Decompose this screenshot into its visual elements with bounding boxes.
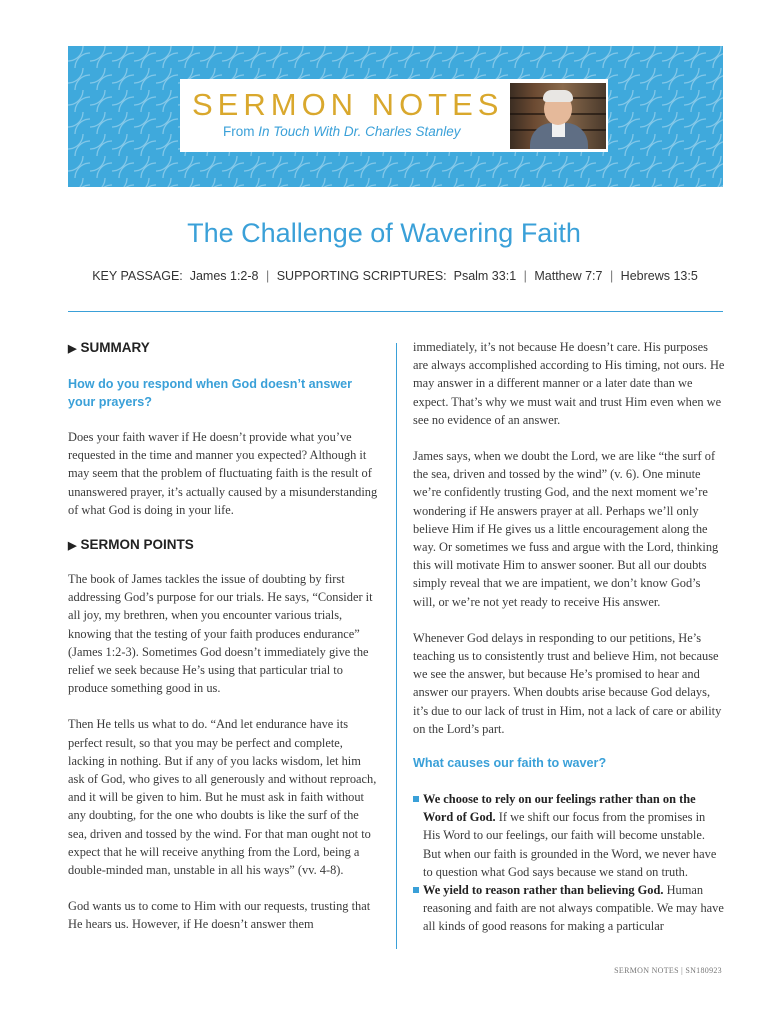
key-passage-ref: James 1:2-8 bbox=[189, 269, 259, 283]
supporting-ref: Matthew 7:7 bbox=[534, 269, 603, 283]
key-passage-line: KEY PASSAGE: James 1:2-8 | SUPPORTING SCRIPTURES: Psalm 33:1 | Matthew 7:7 | Hebrews 13:5 bbox=[92, 269, 698, 283]
left-column bbox=[68, 338, 380, 934]
supporting-ref: Psalm 33:1 bbox=[453, 269, 517, 283]
square-bullet-icon bbox=[413, 796, 419, 802]
square-bullet-icon bbox=[413, 887, 419, 893]
subtitle-italic: In Touch With Dr. Charles Stanley bbox=[258, 124, 461, 139]
sermon-paragraph: Whenever God delays in responding to our petitions, He’s teaching us to consistently trust and believe Him, not because we see the answer, but because He’s promised to hear and answer our prayers. When doubts arise because God delays, it’s due to our lack of trust in Him, not a lack of care or ability on the Lord’s part. bbox=[413, 630, 722, 736]
summary-text: Does your faith waver if He doesn’t provide what you’ve requested in the time and manner you expected? Although it may seem that the problem of fluctuating faith is the result of unanswered prayer, it’s actually caused by a misunderstanding of what God is doing in your life. bbox=[68, 430, 378, 517]
summary-heading: ▶ SUMMARY bbox=[68, 340, 150, 355]
triangle-icon: ▶ bbox=[68, 540, 77, 553]
sermon-paragraph: immediately, it’s not because He doesn’t care. His purposes are always accomplished according to His timing, not ours. He may answer in a different manner or a later date than we expect. That’s why we must wait and trust Him even when we see no evidence of an answer. bbox=[413, 340, 725, 427]
speaker-photo bbox=[510, 83, 606, 149]
column-divider bbox=[396, 343, 397, 949]
subtitle-prefix: From bbox=[223, 124, 259, 139]
bullet-item: We choose to rely on our feelings rather than on the Word of God. If we shift our focus from the promises in His Word to our feelings, our faith will become unstable. But when our faith is grounded in the Word, we never have to question what God says because we stand on truth. bbox=[413, 790, 725, 881]
page-title: The Challenge of Wavering Faith bbox=[187, 218, 581, 248]
summary-question: How do you respond when God doesn’t answer your prayers? bbox=[68, 377, 353, 409]
supporting-label: SUPPORTING SCRIPTURES: bbox=[276, 269, 447, 283]
right-column bbox=[413, 338, 725, 936]
divider-rule bbox=[68, 311, 723, 312]
bullet-item: We yield to reason rather than believing God. Human reasoning and faith are not always compatible. We may have all kinds of good reasons for making a particular bbox=[413, 881, 725, 936]
sermon-points-heading: ▶ SERMON POINTS bbox=[68, 537, 194, 553]
sermon-paragraph: God wants us to come to Him with our requests, trusting that He hears us. However, if He doesn’t answer them bbox=[68, 899, 371, 932]
sermon-paragraph: Then He tells us what to do. “And let endurance have its perfect result, so that you may be perfect and complete, lacking in nothing. But if any of you lacks wisdom, let him ask of God, who gives to all generously and without reproach, and it will be given to him. But he must ask in faith without any doubting, for the one who doubts is like the surf of the sea, driven and tossed by the wind. For that man ought not to expect that he will receive anything from the Lord, being a double-minded man, unstable in all his ways” (vv. 4-8). bbox=[68, 717, 377, 878]
supporting-ref: Hebrews 13:5 bbox=[620, 269, 698, 283]
waver-question: What causes our faith to waver? bbox=[413, 756, 607, 771]
banner-title: SERMON NOTES bbox=[192, 87, 504, 122]
key-passage-label: KEY PASSAGE: bbox=[92, 269, 183, 283]
banner-card bbox=[180, 79, 608, 152]
footer-label: SERMON NOTES | SN180923 bbox=[614, 966, 722, 975]
header-banner bbox=[68, 46, 723, 187]
triangle-icon: ▶ bbox=[68, 343, 77, 355]
sermon-paragraph: The book of James tackles the issue of doubting by first addressing God’s purpose for our trials. He says, “Consider it all joy, my brethren, when you encounter various trials, knowing that the testing of your faith produces endurance” (James 1:2-3). Sometimes God doesn’t immediately give the relief we seek because He’s using that particular trial to produce something good in us. bbox=[68, 572, 373, 696]
sermon-paragraph: James says, when we doubt the Lord, we are like “the surf of the sea, driven and tossed by the wind” (v. 6). One minute we’re confidently trusting God, and the next moment we’re wondering if He answers prayer at all. Perhaps we’ll only believe Him if He gives us a little encouragement along the way. Or sometimes we fuss and argue with the Lord, thinking this will motivate Him to answer sooner. But all our doubts simply reveal that we are impatient, we don’t know God’s will, or we’re not yet ready to receive His answer. bbox=[413, 449, 719, 609]
banner-subtitle bbox=[223, 124, 460, 139]
